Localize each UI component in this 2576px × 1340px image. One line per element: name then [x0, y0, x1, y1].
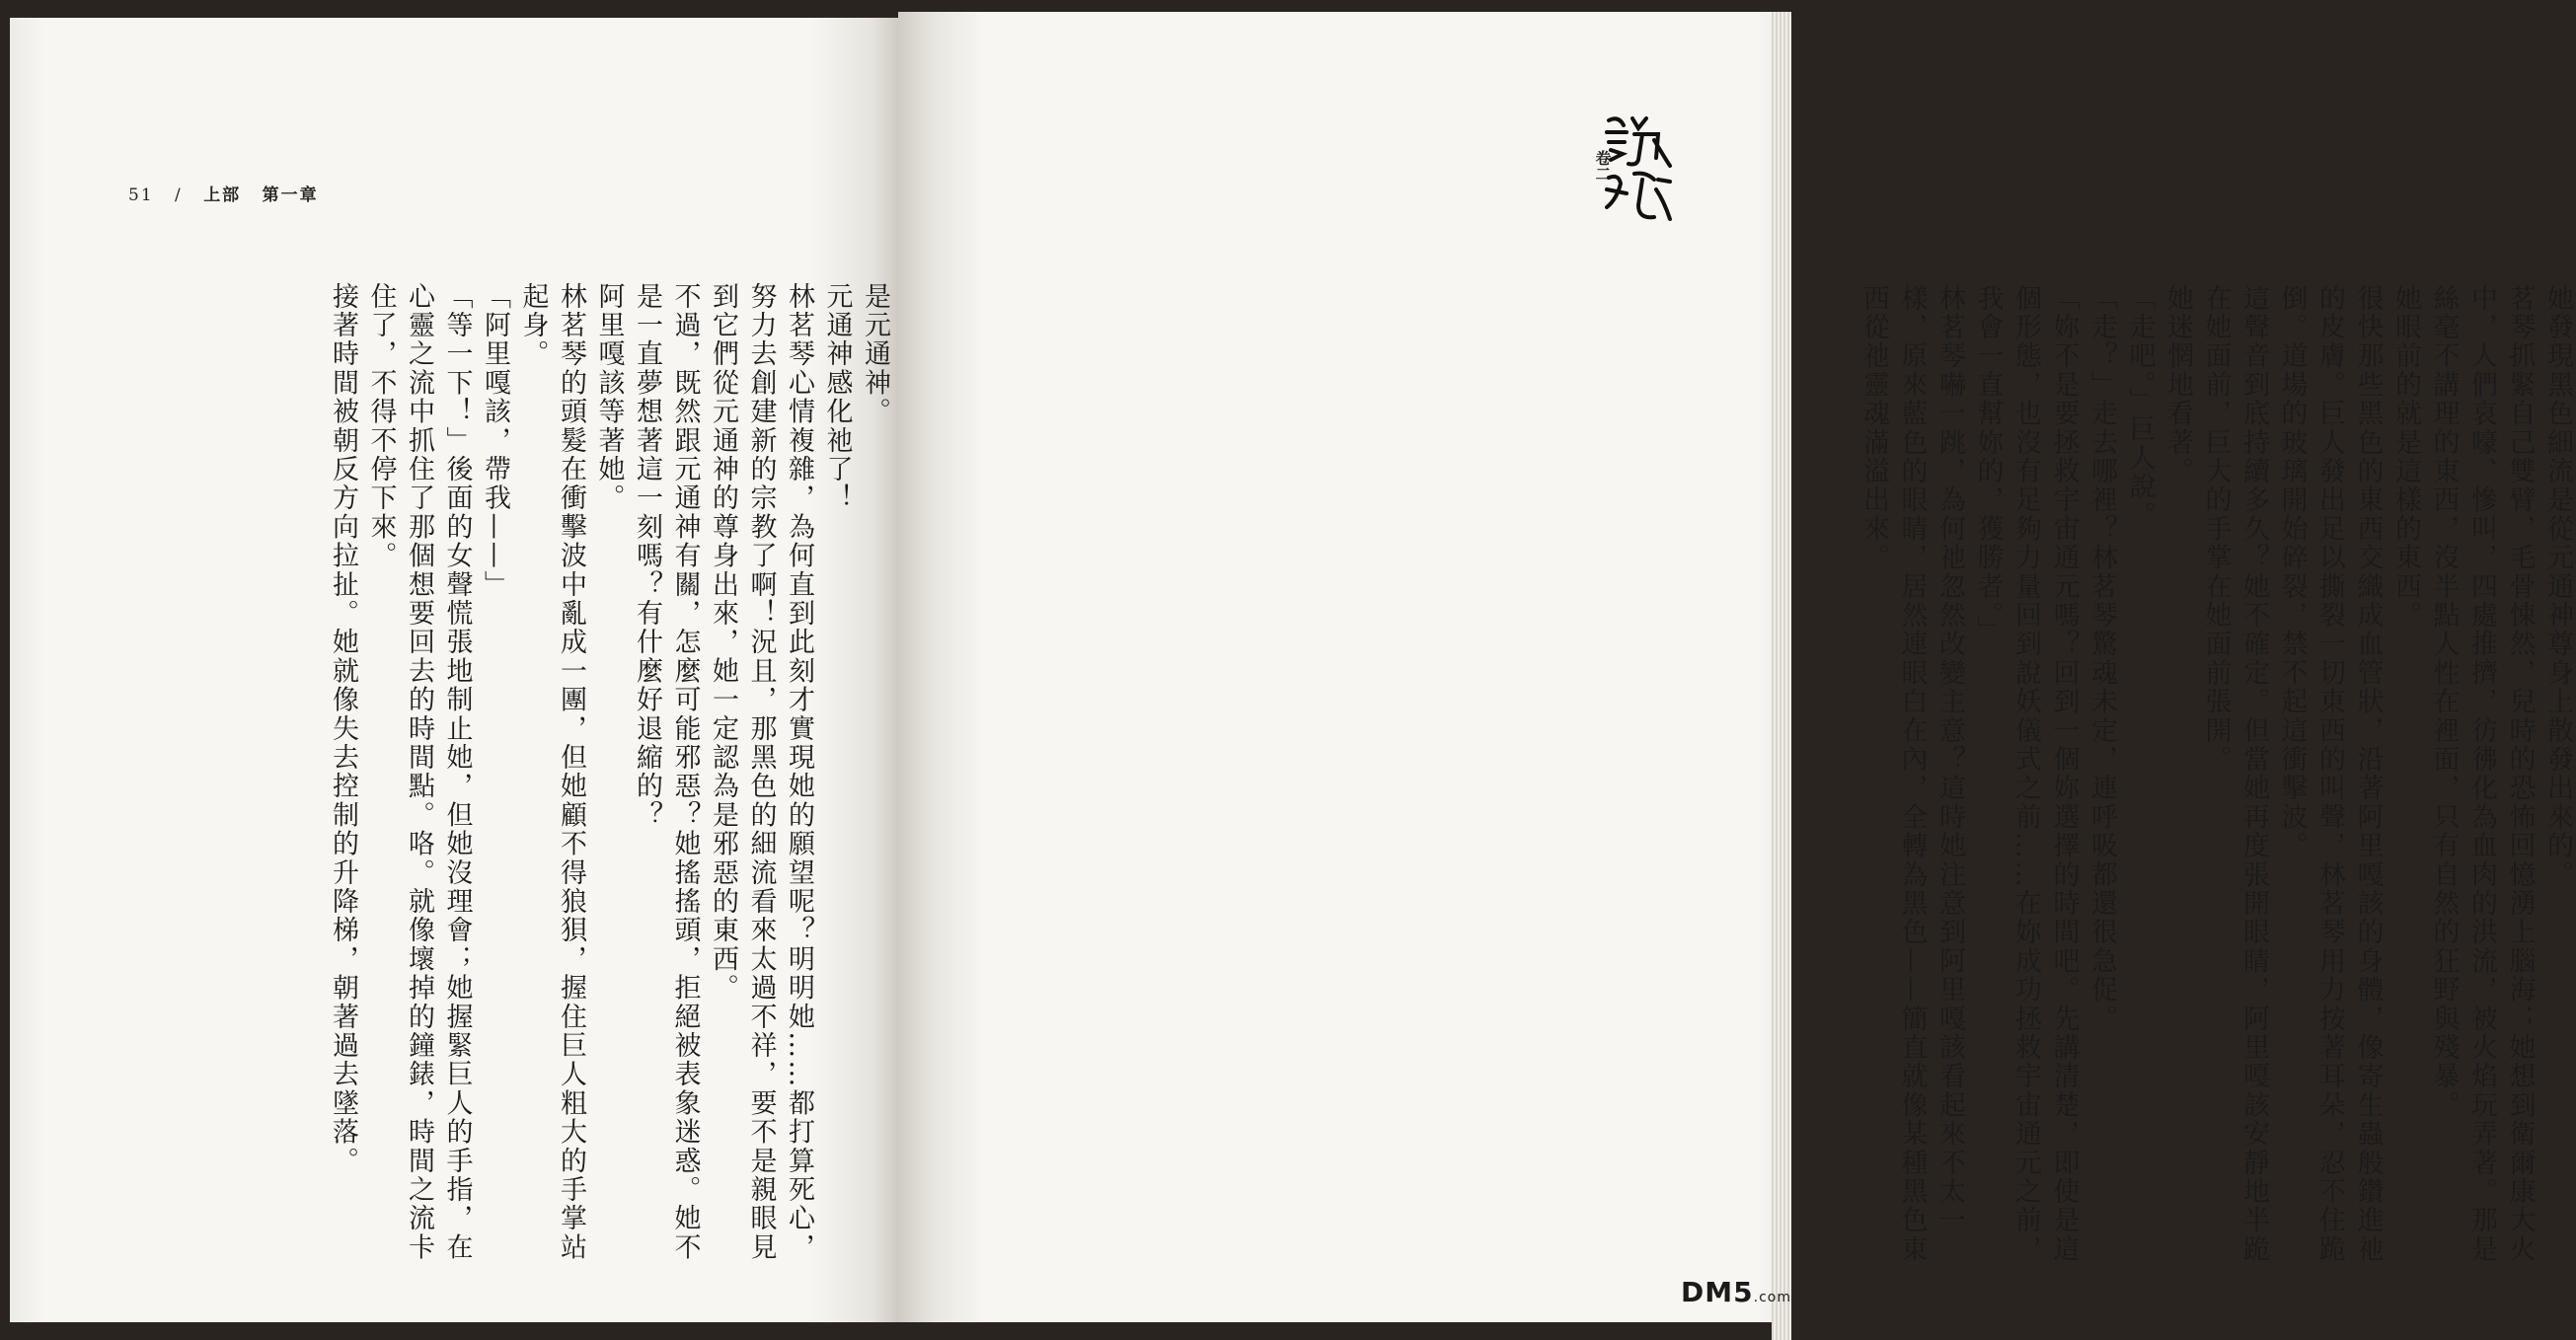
paragraph: 「阿里嘎該，帶我——」	[476, 282, 514, 1269]
page-number: 51	[128, 186, 154, 205]
paragraph: 林茗琴的頭髮在衝擊波中亂成一團，但她顧不得狼狽，握住巨人粗大的手掌站起身。	[513, 282, 589, 1269]
chapter-title: 第一章	[263, 186, 319, 205]
paragraph: 元通神感化祂了！	[817, 282, 856, 1269]
paragraph: 林茗琴嚇一跳，為何祂忽然改變主意？這時她注意到阿里嘎該看起來不太一樣，原來藍色的眼睛，居然連眼白在內，全轉為黑色——簡直就像某種黑色東西從祂靈魂滿溢出來。	[1855, 284, 1969, 1271]
right-page-body	[1895, 284, 2576, 1271]
site-watermark	[1681, 1276, 1791, 1308]
section-title: 上部	[203, 186, 241, 205]
paragraph: 她發現黑色細流是從元通神尊身上散發出來的。	[2538, 284, 2576, 1271]
paragraph: 她迷惘地看著。	[2159, 284, 2197, 1271]
paragraph: 接著時間被朝反方向拉扯。她就像失去控制的升降梯，朝著過去墜落。	[324, 282, 362, 1269]
left-page	[10, 18, 898, 1322]
right-page	[898, 12, 1791, 1322]
header-separator: /	[175, 186, 183, 205]
watermark-domain: .com	[1754, 1290, 1791, 1305]
paragraph: 這聲音到底持續多久？她不確定。但當她再度張開眼睛，阿里嘎該安靜地半跪在她面前，巨大的手掌在她面前張開。	[2196, 284, 2272, 1271]
running-header	[128, 181, 333, 205]
paragraph: 她眼前的就是這樣的東西。	[2387, 284, 2425, 1271]
watermark-brand: DM5	[1681, 1276, 1754, 1308]
paragraph: 「走？」走去哪裡？林茗琴驚魂未定，連呼吸都還很急促。	[2083, 284, 2121, 1271]
page-edge	[1772, 12, 1791, 1340]
paragraph: 「等一下！」後面的女聲慌張地制止她，但她沒理會；她握緊巨人的手指，在心靈之流中抓住了那個想要回去的時間點。咯。就像壞掉的鐘錶，時間之流卡住了，不得不停下來。	[361, 282, 476, 1269]
book-title-logo	[1599, 111, 1678, 229]
paragraph: 「妳不是要拯救宇宙通元嗎？回到一個妳選擇的時間吧。先講清楚，即使是這個形態，也沒有足夠力量回到說妖儀式之前……在妳成功拯救宇宙通元之前，我會一直幫妳的，獲勝者。」	[1968, 284, 2083, 1271]
paragraph: 是元通神。	[856, 282, 894, 1269]
volume-label: 卷二	[1591, 150, 1614, 182]
paragraph: 林茗琴心情複雜，為何直到此刻才實現她的願望呢？明明她……都打算死心，努力去創建新的宗教了啊！況且，那黑色的細流看來太過不祥，要不是親眼見到它們從元通神的尊身出來，她一定認為是邪惡的東西。	[704, 282, 818, 1269]
paragraph: 「走吧。」巨人說。	[2120, 284, 2159, 1271]
paragraph: 茗琴抓緊自己雙臂，毛骨悚然，兒時的恐怖回憶湧上腦海；她想到衛爾康大火中，人們哀嚎、慘叫，四處推擠，彷彿化為血肉的洪流，被火焰玩弄著。那是絲毫不講理的東西，沒半點人性在裡面，只有自然的狂野與殘暴。	[2424, 284, 2538, 1271]
left-page-body	[306, 282, 893, 1269]
paragraph: 很快那些黑色的東西交織成血管狀，沿著阿里嘎該的身體，像寄生蟲般鑽進祂的皮膚。巨人發出足以撕裂一切東西的叫聲，林茗琴用力按著耳朵，忍不住跪倒。道場的玻璃開始碎裂，禁不起這衝擊波。	[2272, 284, 2387, 1271]
paragraph: 阿里嘎該等著她。	[589, 282, 628, 1269]
paragraph: 不過，既然跟元通神有關，怎麼可能邪惡？她搖搖頭，拒絕被表象迷惑。她不是一直夢想著這一刻嗎？有什麼好退縮的？	[628, 282, 704, 1269]
